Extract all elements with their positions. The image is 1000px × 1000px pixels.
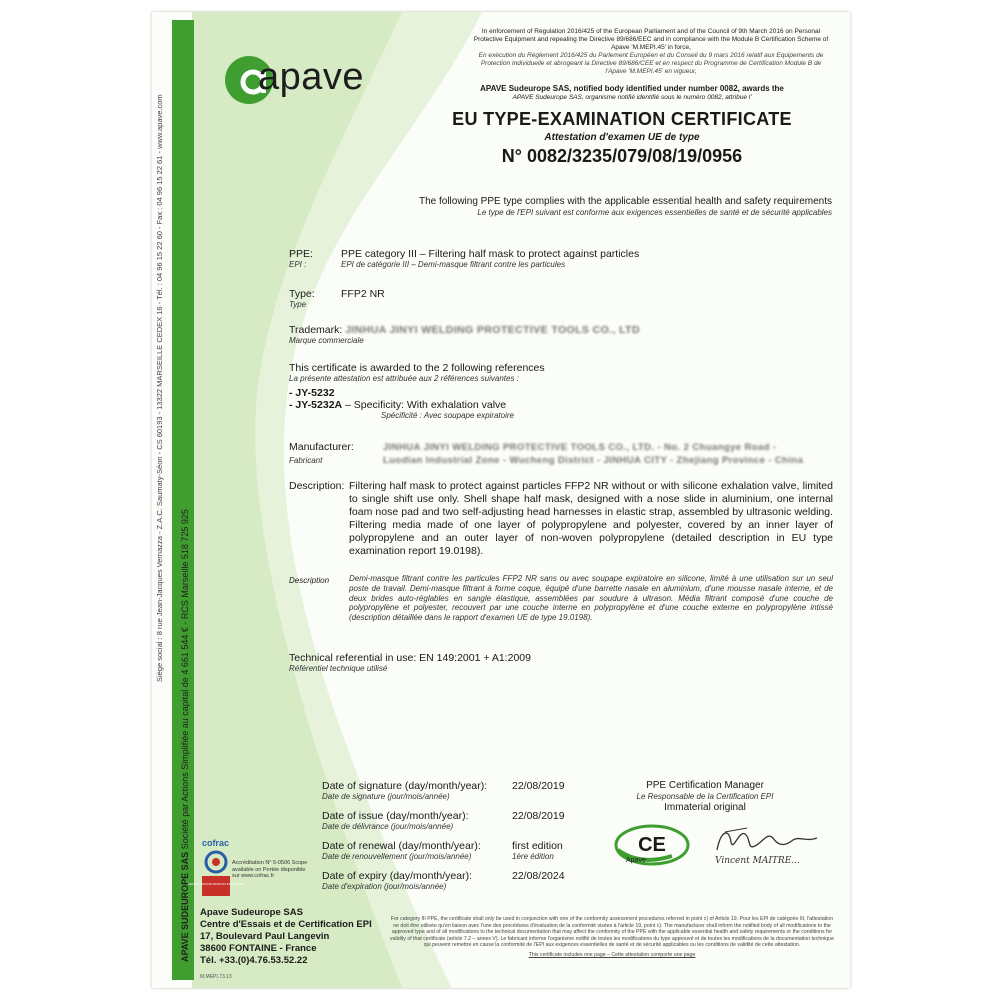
- trademark-label: Trademark:: [289, 324, 343, 336]
- footer-city: 38600 FONTAINE - France: [200, 943, 317, 954]
- reference-2-spec-fr: Spécificité : Avec soupape expiratoire: [381, 411, 514, 420]
- manager-signature: [707, 820, 827, 866]
- date-expiry-label-fr: Date d'expiration (jour/mois/année): [322, 882, 447, 891]
- technical-text-fr: Référentiel technique utilisé: [289, 664, 388, 673]
- manufacturer-label: Manufacturer:: [289, 441, 354, 453]
- date-issue-value: 22/08/2019: [512, 810, 565, 822]
- date-renewal-row: [322, 840, 582, 870]
- description-label: Description:: [289, 480, 345, 492]
- company-legal-name: APAVE SUDEUROPE SAS: [180, 851, 190, 962]
- manager-sub: Immaterial original: [664, 802, 746, 813]
- date-renewal-value: first edition: [512, 840, 563, 852]
- certificate-page: [152, 12, 850, 988]
- notified-body-text: [430, 84, 834, 102]
- manufacturer-row: [289, 441, 803, 467]
- registered-office-vertical-text: Siège social : 8 rue Jean-Jacques Vernazza - Z.A.C. Saumaty-Séon - CS 60193 - 13322 MARSEILLE CEDEX 16 - Tél. : 04 96 15 22 60 - Fax : 04 96 15 22 61 - www.apave.com: [155, 94, 164, 682]
- ppe-row: [289, 248, 639, 269]
- date-renewal-label: Date of renewal (day/month/year):: [322, 840, 481, 852]
- references-block: [289, 362, 545, 420]
- footer-pages: This certificate includes one page – Cette attestation comporte une page: [528, 951, 696, 958]
- form-reference-code: M.MEPI.73.13: [200, 974, 232, 980]
- type-label: Type:: [289, 288, 315, 300]
- reference-2: - JY-5232A: [289, 399, 343, 411]
- certificate-title-fr: Attestation d'examen UE de type: [544, 132, 700, 143]
- date-expiry-row: [322, 870, 582, 900]
- certification-manager: [600, 780, 810, 813]
- references-intro: This certificate is awarded to the 2 following references: [289, 362, 545, 374]
- date-expiry-value: 22/08/2024: [512, 870, 565, 882]
- reference-1: - JY-5232: [289, 387, 335, 399]
- footer-tel: Tél. +33.(0)4.76.53.52.22: [200, 955, 308, 966]
- ce-apave-stamp-icon: [612, 822, 692, 868]
- regulation-en: In enforcement of Regulation 2016/425 of the European Parliament and of the Council of 9th March 2016 on Personal Protective Equipment and repealing the Directive 89/686/EEC and in compliance with the Module B Certification Scheme of Apave 'M.MEPI.45' in force,: [473, 28, 829, 51]
- date-signature-row: [322, 780, 582, 810]
- certificate-title: EU TYPE-EXAMINATION CERTIFICATE: [452, 109, 792, 129]
- date-expiry-label: Date of expiry (day/month/year):: [322, 870, 472, 882]
- description-text: Filtering half mask to protect against particles FFP2 NR without or with silicone exhalation valve, limited to single shift use only. Shell shape half mask, designed with a nose slide in aluminium, one internal foam nose pad and two self-adjusting head harnesses in elastic strap, assembled by ultrasonic welding. Filtering media made of one layer of polypropylene and polyester, covered by an inner layer of polypropylene and an outer layer of non-woven polypropylene (detailed description in EU type examination report 19.0198).: [349, 480, 833, 557]
- ce-apave-small: Apave: [626, 857, 646, 864]
- regulation-fr: En exécution du Règlement 2016/425 du Parlement Européen et du Conseil du 9 mars 2016 relatif aux Equipements de Protection Individuelle et abrogeant la Directive 89/686/CEE et en respect du Programme de Certification Module B de l'Apave 'M.MEPI.45' en vigueur,: [478, 52, 824, 75]
- ppe-label-fr: EPI :: [289, 260, 307, 269]
- trademark-row: [289, 324, 640, 345]
- company-legal-vertical-text: [180, 509, 198, 962]
- cofrac-badge: CERTIFICATION DE PRODUITS ET SERVICES: [188, 883, 244, 886]
- manager-title-fr: Le Responsable de la Certification EPI: [636, 792, 774, 801]
- date-signature-label-fr: Date de signature (jour/mois/année): [322, 792, 450, 801]
- reference-2-spec: – Specificity: With exhalation valve: [342, 399, 507, 411]
- type-value: FFP2 NR: [341, 288, 385, 300]
- intro-fr: Le type de l'EPI suivant est conforme aux exigences essentielles de santé et de sécurité applicables: [477, 208, 832, 217]
- cofrac-text: Accréditation N° 5-0506 Scope available on Portée disponible sur www.cofrac.fr: [232, 860, 308, 879]
- footer-centre: Centre d'Essais et de Certification EPI: [200, 919, 372, 930]
- apave-logo-word: apave: [258, 56, 365, 98]
- technical-referential: [289, 652, 531, 673]
- type-label-fr: Type: [289, 300, 307, 309]
- manufacturer-line-2: Luodian Industrial Zone - Wucheng District - JINHUA CITY - Zhejiang Province - China: [383, 455, 804, 466]
- technical-text: Technical referential in use: EN 149:2001 + A1:2009: [289, 652, 531, 664]
- signer-name: Vincent MAITRE...: [715, 856, 800, 866]
- manufacturer-line-1: JINHUA JINYI WELDING PROTECTIVE TOOLS CO., LTD. - No. 2 Chuangye Road -: [383, 442, 777, 453]
- footer-note-text: For category III PPE, the certificate shall only be used in conjunction with one of the conformity assessment procedures referred in point c) of Article 19. Pour les EPI de catégorie III, l'attestation ne doit être utilisée qu'en liaison avec l'une des procédures d'évaluation de la conformité visées à l'article 19, point c). The manufacturer shall inform the notified body of all modifications to the approved type and of all modifications to the technical documentation that may affect the conformity of the PPE with the applicable essential health and safety requirements or the conditions for validity of that certificate (article 7.2 – annex V). Le fabricant informe l'organisme notifié de toutes les modifications du type approuvé et de toutes les modifications de la documentation technique qui peuvent remettre en cause la conformité de l'EPI aux exigences essentielles de santé et de sécurité applicables ou les conditions de validité de cette attestation.: [390, 916, 834, 949]
- description-label-fr: Description: [289, 576, 330, 585]
- intro-statement: [342, 196, 832, 218]
- references-intro-fr: La présente attestation est attribuée aux 2 références suivantes :: [289, 374, 519, 383]
- footer-address: [200, 907, 372, 967]
- date-signature-label: Date of signature (day/month/year):: [322, 780, 488, 792]
- company-legal-details: Société par Actions Simplifiée au capital de 4 661 544 € - RCS Marseille 518 725 925: [180, 509, 190, 850]
- manufacturer-label-fr: Fabricant: [289, 456, 323, 465]
- ppe-label: PPE:: [289, 248, 313, 260]
- date-issue-row: [322, 810, 582, 840]
- notified-fr: APAVE Sudeurope SAS, organisme notifié identifié sous le numéro 0082, attribue l': [512, 94, 752, 101]
- manager-title: PPE Certification Manager: [646, 780, 764, 791]
- date-renewal-value-fr: 1ère édition: [512, 852, 554, 861]
- footer-legal-note: [390, 916, 834, 959]
- ce-text: CE: [638, 834, 666, 856]
- regulation-text: [470, 28, 832, 76]
- dates-block: [322, 780, 582, 900]
- description-text-fr: Demi-masque filtrant contre les particules FFP2 NR sans ou avec soupape expiratoire en silicone, limité à une utilisation sur un seul poste de travail. Demi-masque filtrant à forme coque, équipé d'une barrette nasale en aluminium, d'une mousse nasale interne, et de deux brides auto-réglables en sangle élastique, assemblées par soudure à ultrason. Média filtrant composé d'une couche de polypropylène et polyester, recouvert par une couche interne en polypropylène et d'une couche externe en polypropylène intissé (description détaillée dans le rapport d'examen UE de type 19.0198).: [349, 574, 833, 623]
- date-renewal-label-fr: Date de renouvellement (jour/mois/année): [322, 852, 472, 861]
- type-row: [289, 288, 385, 309]
- footer-street: 17, Boulevard Paul Langevin: [200, 931, 330, 942]
- cofrac-label: cofrac: [202, 838, 230, 848]
- date-issue-label: Date of issue (day/month/year):: [322, 810, 469, 822]
- apave-logo: [224, 54, 374, 106]
- notified-en: APAVE Sudeurope SAS, notified body identified under number 0082, awards the: [480, 84, 784, 93]
- trademark-label-fr: Marque commerciale: [289, 336, 364, 345]
- ppe-value: PPE category III – Filtering half mask to protect against particles: [341, 248, 640, 260]
- date-issue-label-fr: Date de délivrance (jour/mois/année): [322, 822, 454, 831]
- certificate-number: N° 0082/3235/079/08/19/0956: [501, 146, 743, 166]
- trademark-value: JINHUA JINYI WELDING PROTECTIVE TOOLS CO., LTD: [345, 324, 640, 336]
- intro-en: The following PPE type complies with the applicable essential health and safety requirements: [418, 196, 832, 207]
- ppe-value-fr: EPI de catégorie III – Demi-masque filtrant contre les particules: [341, 260, 566, 269]
- date-signature-value: 22/08/2019: [512, 780, 565, 792]
- footer-company: Apave Sudeurope SAS: [200, 907, 303, 918]
